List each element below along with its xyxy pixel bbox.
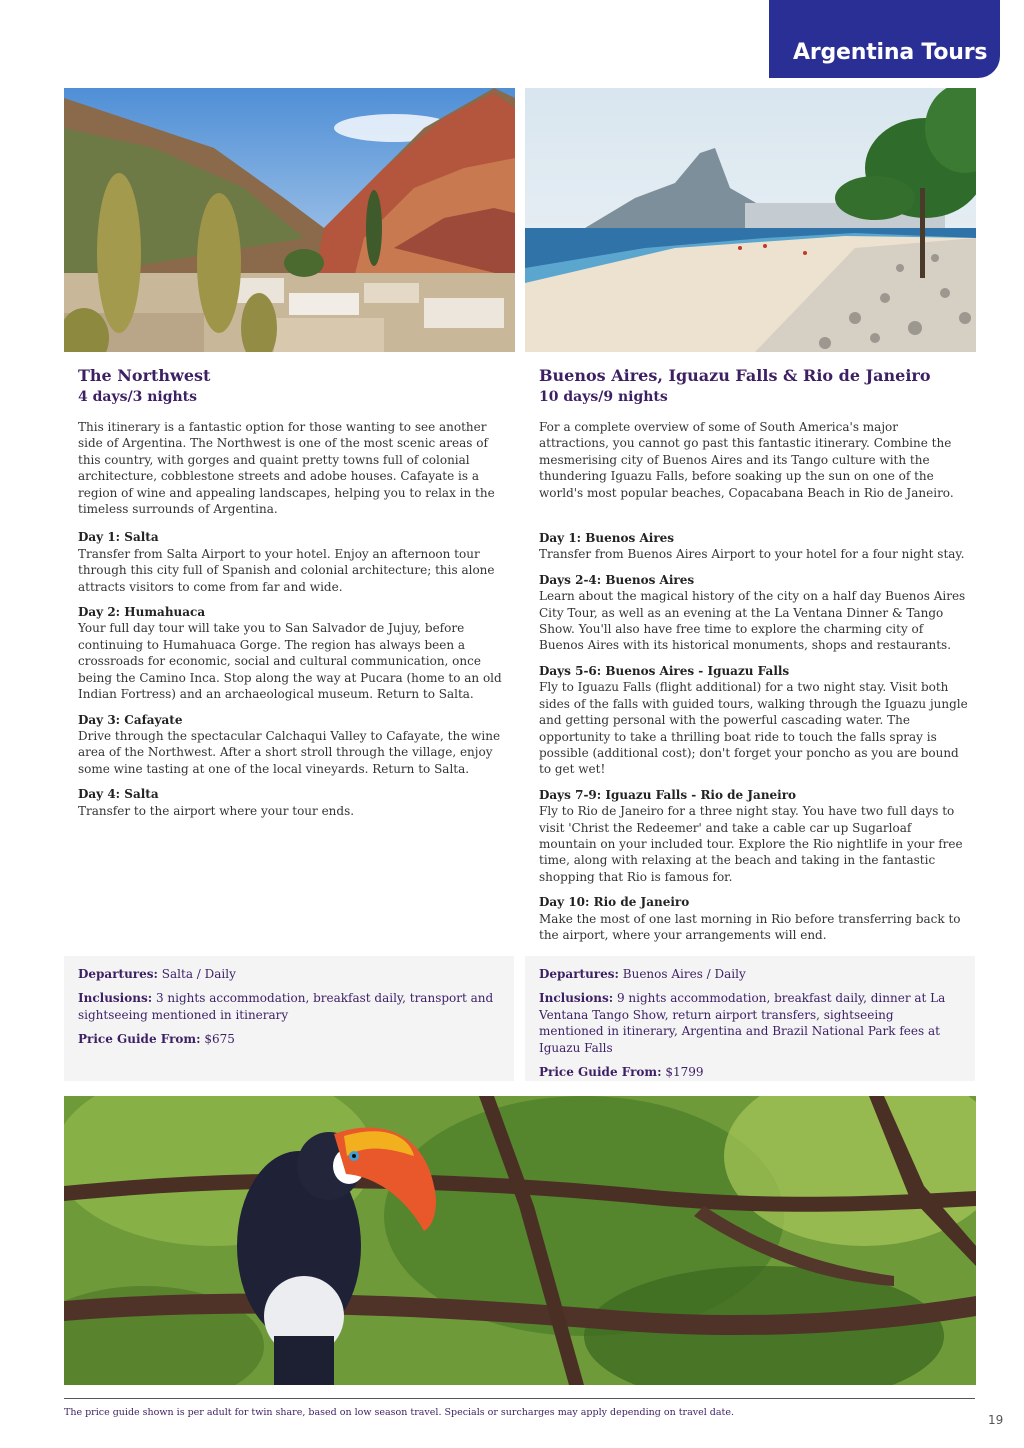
section-title: Argentina Tours — [793, 40, 988, 65]
day-heading: Days 5-6: Buenos Aires - Iguazu Falls — [539, 663, 790, 678]
price-disclaimer: The price guide shown is per adult for twin share, based on low season travel. Specials or surcharges may apply depending on travel date. — [64, 1407, 735, 1418]
page-number: 19 — [988, 1413, 1004, 1427]
inclusions-label: Inclusions: — [539, 991, 614, 1006]
day-text: Transfer to the airport where your tour ends. — [78, 803, 355, 818]
price-guide — [78, 1031, 498, 1047]
day-text: Fly to Rio de Janeiro for a three night stay. You have two full days to visit 'Christ the Redeemer' and take a cable car up Sugarloaf mountain on your included tour. Explore the Rio nightlife in your free time, along with relaxing at the beach and taking in the fantastic shopping that Rio is famous for. — [539, 804, 963, 884]
day-text: Transfer from Buenos Aires Airport to your hotel for a four night stay. — [539, 547, 965, 562]
tour-duration: 10 days/9 nights — [539, 389, 668, 405]
day-text: Drive through the spectacular Calchaqui Valley to Cafayate, the wine area of the Northwest. After a short stroll through the village, enjoy some wine tasting at one of the local vineyards. Return to Salta. — [78, 728, 501, 776]
day-heading: Day 4: Salta — [78, 787, 159, 802]
departures-value: Salta / Daily — [161, 967, 236, 981]
toucan-photo — [64, 1096, 976, 1385]
day-text: Make the most of one last morning in Rio before transferring back to the airport, where your arrangements will end. — [539, 911, 961, 942]
departures — [78, 966, 498, 982]
day-heading: Day 1: Salta — [78, 530, 159, 545]
itinerary-day — [78, 604, 508, 702]
day-text: Learn about the magical history of the city on a half day Buenos Aires City Tour, as well as an evening at the La Ventana Dinner & Tango Show. You'll also have free time to explore the charming city of Buenos Aires with its historical monuments, shops and restaurants. — [539, 589, 966, 653]
departures-label: Departures: — [539, 967, 619, 981]
inclusions-value: 3 nights accommodation, breakfast daily, transport and sightseeing mentioned in itinerary — [78, 991, 494, 1022]
day-heading: Day 3: Cafayate — [78, 712, 183, 727]
inclusions-value: 9 nights accommodation, breakfast daily, dinner at La Ventana Tango Show, return airport transfers, sightseeing mentioned in itinerary, Argentina and Brazil National Park fees at Iguazu Falls — [539, 991, 946, 1055]
itinerary-day — [539, 530, 969, 563]
inclusions — [539, 990, 959, 1056]
day-text: Transfer from Salta Airport to your hotel. Enjoy an afternoon tour through this city full of Spanish and colonial architecture; this alone attracts visitors to come from far and wide. — [78, 546, 495, 594]
tour-northwest — [78, 365, 508, 819]
day-text: Your full day tour will take you to San Salvador de Jujuy, before continuing to Humahuaca Gorge. The region has always been a crossroads for economic, social and cultural communication, once being the Camino Inca. Stop along the way at Pucara (home to an old Indian Fortress) and an archaeological museum. Return to Salta. — [78, 621, 502, 702]
day-heading: Days 2-4: Buenos Aires — [539, 572, 695, 587]
itinerary-day — [539, 663, 969, 778]
tour-duration: 4 days/3 nights — [78, 389, 198, 405]
departures-label: Departures: — [78, 967, 158, 981]
departures-value: Buenos Aires / Daily — [622, 967, 746, 981]
day-heading: Day 10: Rio de Janeiro — [539, 895, 690, 910]
footer-divider — [64, 1398, 975, 1399]
itinerary-day — [78, 529, 508, 595]
tour-intro: For a complete overview of some of South America's major attractions, you cannot go past this fantastic itinerary. Combine the mesmerising city of Buenos Aires and its Tango culture with the thundering Iguazu Falls, before soaking up the sun on one of the world's most popular beaches, Copacabana Beach in Rio de Janeiro. — [539, 420, 954, 500]
tour-info-panel — [525, 956, 975, 1081]
price-guide — [539, 1064, 959, 1080]
itinerary-day — [78, 786, 508, 819]
day-heading: Days 7-9: Iguazu Falls - Rio de Janeiro — [539, 787, 797, 802]
itinerary-day — [539, 572, 969, 654]
tour-info-panel — [64, 956, 514, 1081]
northwest-landscape-photo — [64, 88, 515, 352]
inclusions-label: Inclusions: — [78, 991, 153, 1006]
itinerary-day — [539, 787, 969, 885]
tour-title: The Northwest — [78, 366, 211, 385]
copacabana-beach-photo — [525, 88, 976, 352]
price-value: $675 — [204, 1032, 235, 1047]
departures — [539, 966, 959, 982]
tour-buenos-aires-iguazu-rio — [539, 365, 969, 943]
day-heading: Day 2: Humahuaca — [78, 605, 206, 620]
day-heading: Day 1: Buenos Aires — [539, 531, 675, 546]
day-text: Fly to Iguazu Falls (flight additional) for a two night stay. Visit both sides of the falls with guided tours, walking through the Iguazu jungle and getting personal with the powerful cascading water. The opportunity to take a thrilling boat ride to touch the falls spray is possible (additional cost); don't forget your poncho as you are bound to get wet! — [539, 680, 968, 777]
itinerary-day — [539, 894, 969, 943]
price-label: Price Guide From: — [539, 1065, 662, 1080]
itinerary-day — [78, 712, 508, 778]
tour-intro: This itinerary is a fantastic option for those wanting to see another side of Argentina. The Northwest is one of the most scenic areas of this country, with gorges and quaint pretty towns full of colonial architecture, cobblestone streets and adobe houses. Cafayate is a region of wine and appealing landscapes, helping you to relax in the timeless surrounds of Argentina. — [78, 420, 495, 517]
tour-title: Buenos Aires, Iguazu Falls & Rio de Janeiro — [539, 366, 931, 385]
inclusions — [78, 990, 498, 1023]
price-label: Price Guide From: — [78, 1032, 201, 1047]
section-tab — [769, 0, 1000, 78]
price-value: $1799 — [665, 1065, 704, 1080]
